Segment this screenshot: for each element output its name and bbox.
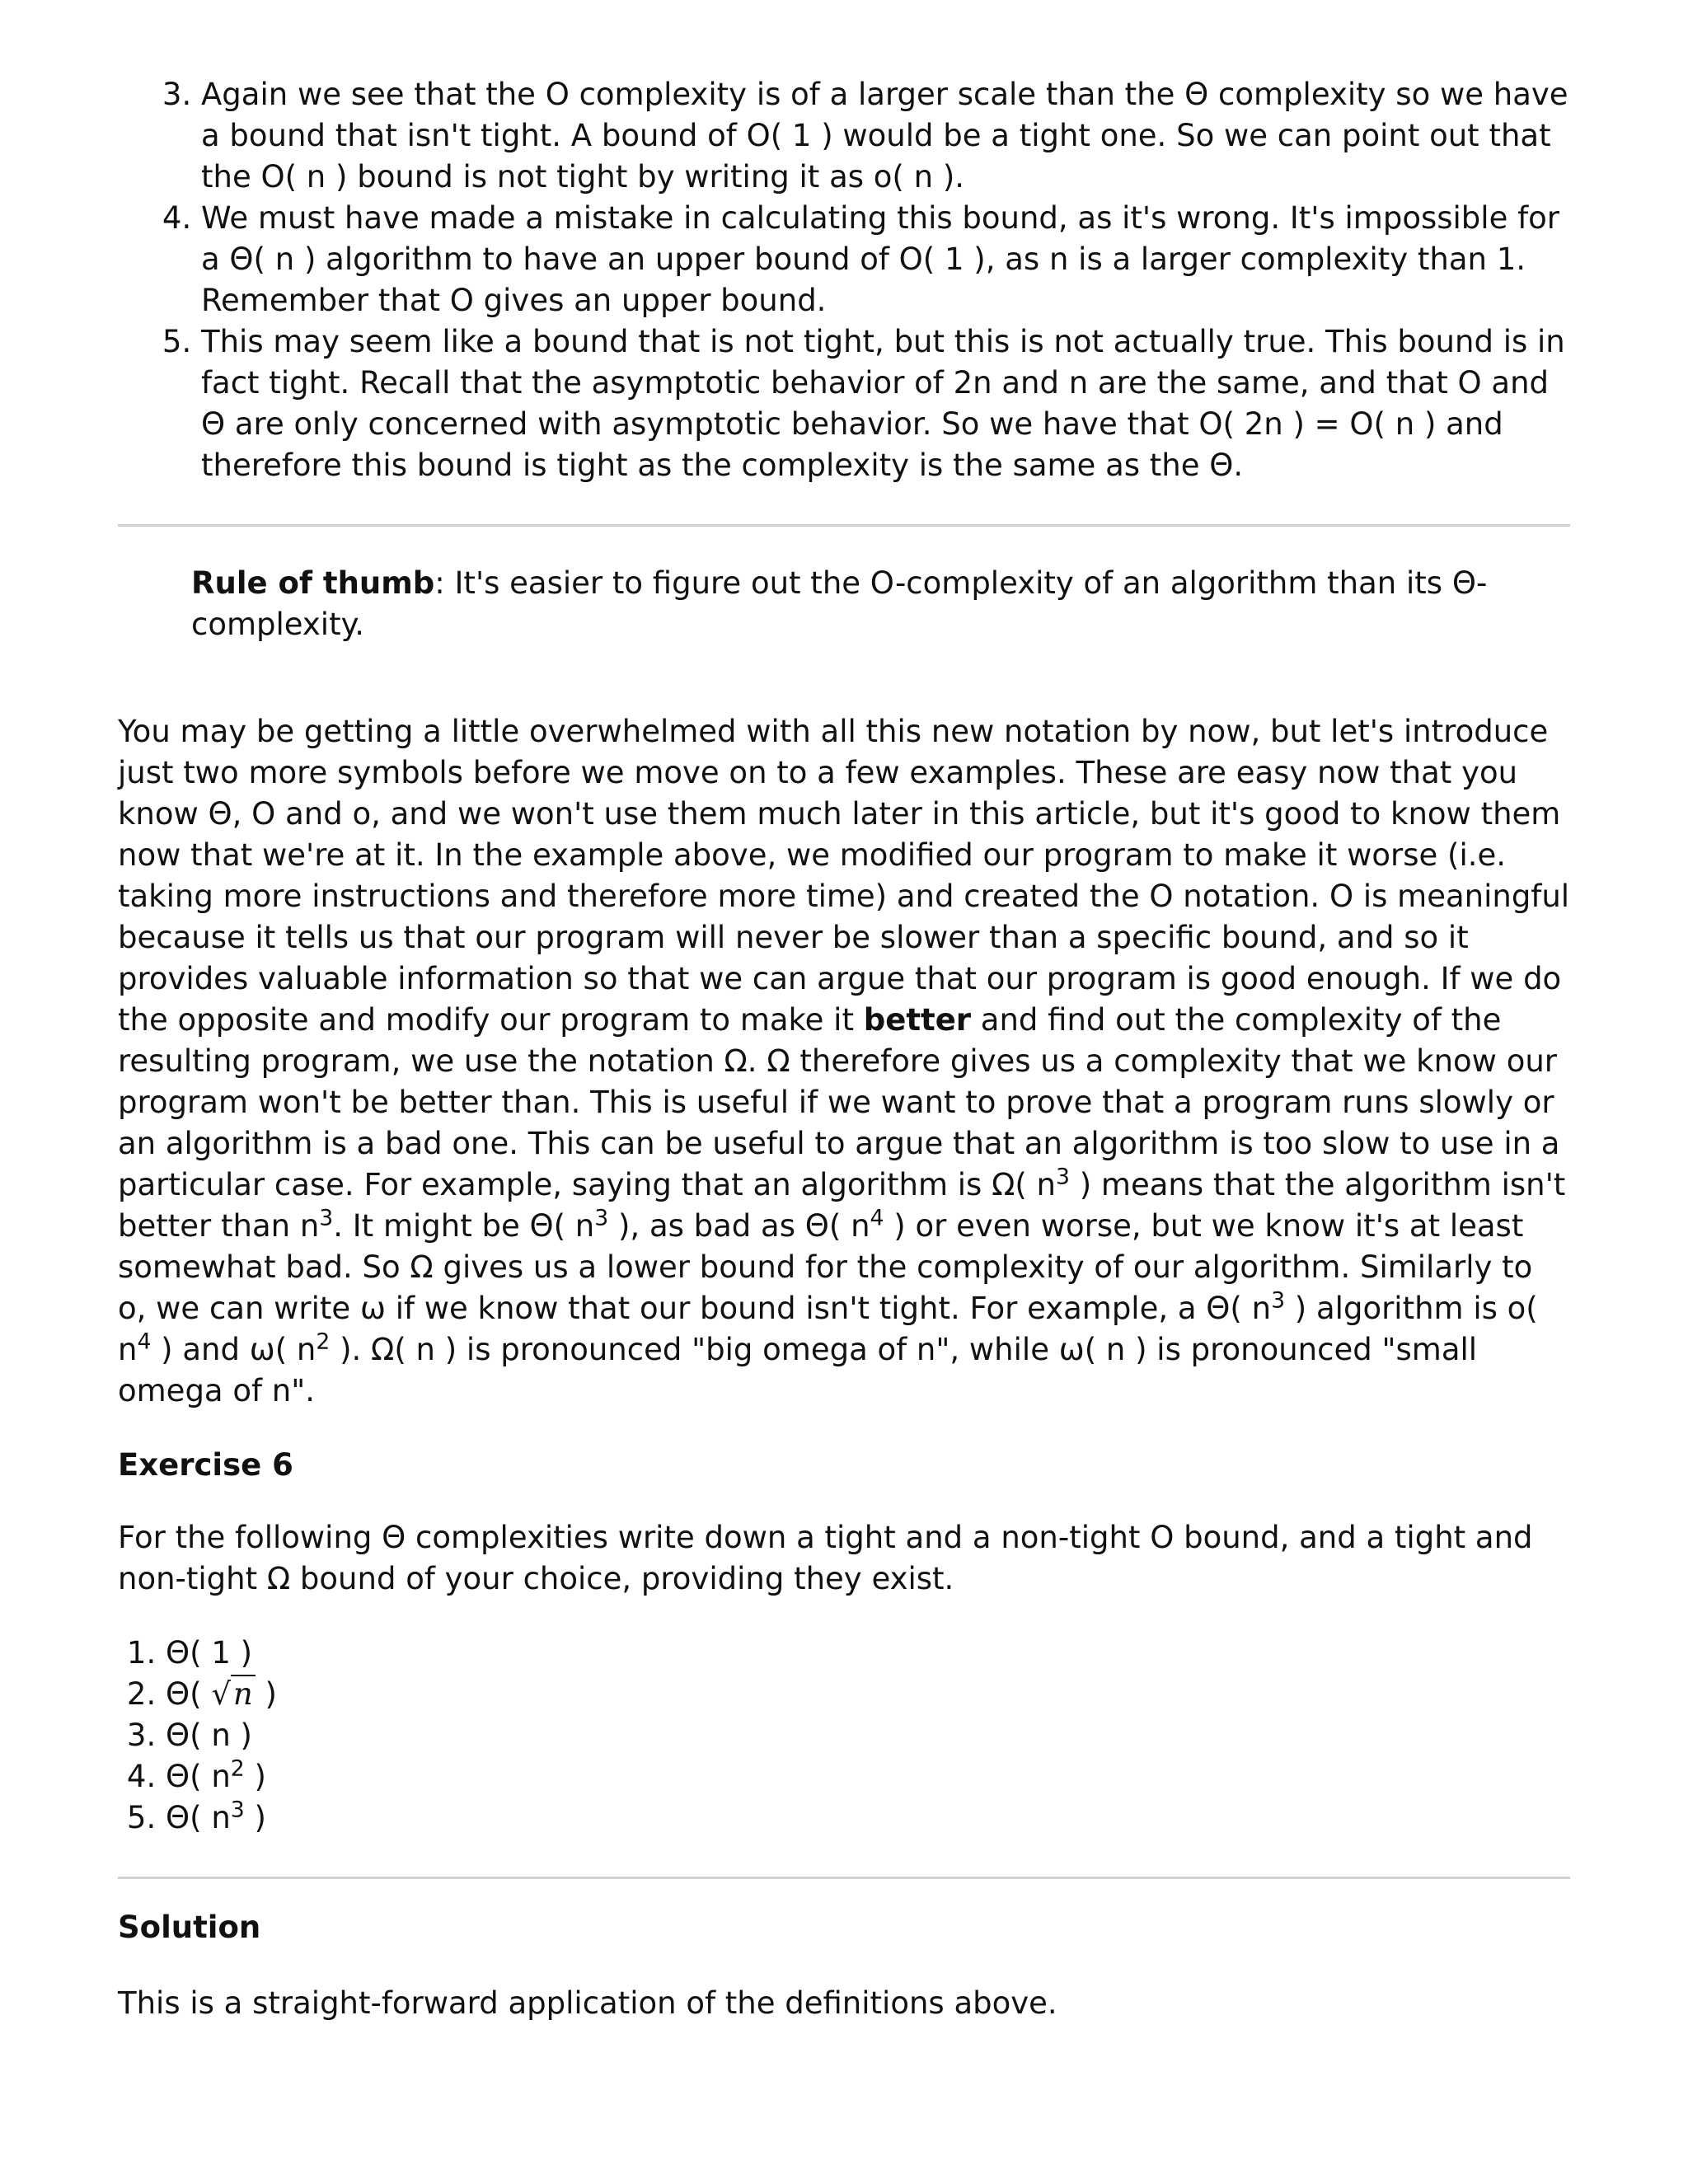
list-item-text: This may seem like a bound that is not tight, but this is not actually true. This bound is in fact tight. Recall that the asymptotic behavior of 2n and n are the same, and that O and Θ are only concerned with asymptotic behavior. So we have that O( 2n ) = O( n ) and therefore this bound is tight as the complexity is the same as the Θ. [201, 324, 1565, 483]
document-page [118, 74, 1570, 2024]
list-item [201, 198, 1570, 321]
complexity-expression: Θ( n [166, 1800, 231, 1835]
complexity-expression: ) [244, 1800, 266, 1835]
sqrt-expression [211, 1675, 255, 1712]
superscript: 3 [1271, 1287, 1286, 1314]
paragraph-text: You may be getting a little overwhelmed with all this new notation by now, but let's introduce just two more symbols before we move on to a few examples. These are easy now that you know Θ, O and o, and we won't use them much later in this article, but it's good to know them now that we're at it. In the example above, we modified our program to make it worse (i.e. taking more instructions and therefore more time) and created the O notation. O is meaningful because it tells us that our program will never be slower than a specific bound, and so it provides valuable information so that we can argue that our program is good enough. If we do the opposite and modify our program to make it [118, 714, 1570, 1038]
rule-of-thumb-label: Rule of thumb [191, 565, 435, 601]
complexity-expression: Θ( n ) [166, 1718, 252, 1753]
paragraph-text: ), as bad as Θ( n [608, 1208, 870, 1244]
list-item [166, 1633, 1570, 1674]
complexity-expression: Θ( n [166, 1759, 231, 1794]
exercise-text: For the following Θ complexities write down a tight and a non-tight O bound, and a tight and non-tight Ω bound of your choice, providing they exist. [118, 1520, 1533, 1596]
complexity-expression: Θ( [166, 1676, 202, 1712]
list-item [166, 1756, 1570, 1797]
complexity-expression: ) [255, 1676, 277, 1712]
divider [118, 1877, 1570, 1879]
superscript: 4 [870, 1205, 884, 1231]
rule-of-thumb-text: : It's easier to figure out the O-complexity of an algorithm than its Θ-complexity. [191, 565, 1488, 642]
paragraph-text: ) algorithm is o( n [118, 1291, 1538, 1367]
exercise-title: Exercise 6 [118, 1447, 293, 1483]
superscript: 2 [316, 1329, 331, 1355]
paragraph-text: ) or even worse, but we know it's at least somewhat bad. So Ω gives us a lower bound for the complexity of our algorithm. Similarly to o, we can write ω if we know that our bound isn't tight. For example, a Θ( n [118, 1208, 1533, 1326]
rule-of-thumb-block [191, 563, 1559, 645]
list-item-text: Again we see that the O complexity is of a larger scale than the Θ complexity so we have a bound that isn't tight. A bound of O( 1 ) would be a tight one. So we can point out that the O( n ) bound is not tight by writing it as o( n ). [201, 77, 1568, 194]
list-item-text: We must have made a mistake in calculating this bound, as it's wrong. It's impossible for a Θ( n ) algorithm to have an upper bound of O( 1 ), as n is a larger complexity than 1. Remember that O gives an upper bound. [201, 200, 1559, 318]
paragraph-text: ) and ω( n [151, 1332, 316, 1367]
list-item [166, 1674, 1570, 1715]
list-item [166, 1797, 1570, 1839]
solution-text: This is a straight-forward application of the definitions above. [118, 1985, 1057, 2021]
radical-sign: √ [211, 1676, 231, 1712]
paragraph-text: . It might be Θ( n [333, 1208, 595, 1244]
paragraph-text: and find out the complexity of the resulting program, we use the notation Ω. Ω therefore gives us a complexity that we know our program won't be better than. This is useful if we want to prove that a program runs slowly or an algorithm is a bad one. This can be useful to argue that an algorithm is too slow to use in a particular case. For example, saying that an algorithm is Ω( n [118, 1002, 1560, 1202]
superscript: 4 [137, 1329, 152, 1355]
solution-title: Solution [118, 1910, 261, 1945]
paragraph-text: ) means that the algorithm isn't better than n [118, 1167, 1566, 1244]
radicand: n [231, 1675, 256, 1712]
superscript: 2 [230, 1755, 245, 1782]
omega-paragraph [118, 711, 1570, 1412]
complexity-expression: Θ( 1 ) [166, 1635, 253, 1671]
exercise-list [118, 1633, 1570, 1839]
superscript: 3 [319, 1205, 334, 1231]
paragraph-text: ). Ω( n ) is pronounced "big omega of n", while ω( n ) is pronounced "small omega of n". [118, 1332, 1478, 1408]
list-item [166, 1715, 1570, 1756]
list-item [201, 74, 1570, 198]
bold-word: better [863, 1002, 972, 1038]
complexity-expression: ) [244, 1759, 266, 1794]
divider [118, 524, 1570, 527]
superscript: 3 [594, 1205, 609, 1231]
answer-list [118, 74, 1570, 486]
superscript: 3 [1056, 1164, 1070, 1190]
superscript: 3 [230, 1797, 245, 1823]
list-item [201, 321, 1570, 486]
